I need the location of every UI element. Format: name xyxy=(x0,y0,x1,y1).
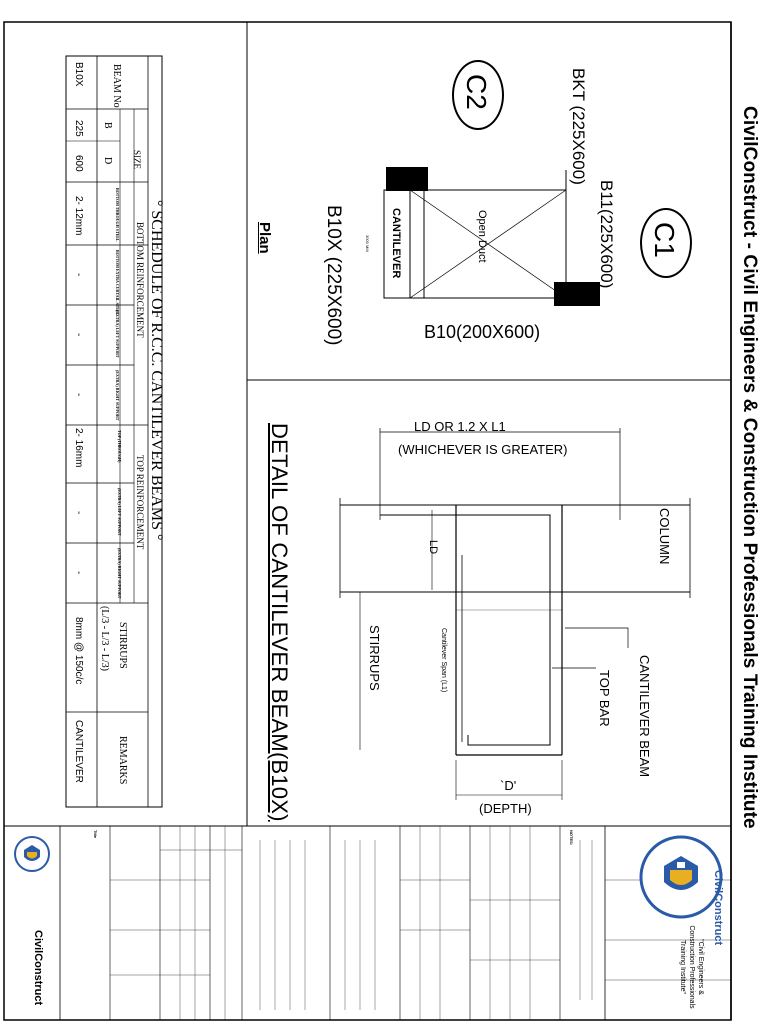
detail-heading: DETAIL OF CANTILEVER BEAM(B10X) xyxy=(267,423,292,822)
header-b: B xyxy=(102,122,113,129)
cell-stirrups: 8mm @ 150c/c xyxy=(73,617,84,685)
notes-label: NOTES: xyxy=(569,830,574,846)
beam-b10-label: B10(200X600) xyxy=(424,322,541,342)
header-remarks: REMARKS xyxy=(117,736,128,785)
stirrups-label: STIRRUPS xyxy=(367,625,382,691)
plan-dimension-text: 3000 MM xyxy=(365,235,370,252)
schedule-title: ° SCHEDULE OF R.C.C. CANTILEVER BEAMS ° xyxy=(148,200,165,541)
top-bar-label: TOP BAR xyxy=(597,670,612,727)
footer-logo-icon xyxy=(12,834,52,874)
open-duct-label: Open Duct xyxy=(476,210,488,263)
header-bottom-extra-left: (EXTRA) LEFT SUPPORT xyxy=(115,310,120,358)
header-top-extra-left: (EXTRA) LEFT SUPPORT xyxy=(117,488,122,536)
span-label: Cantilever Span (L1) xyxy=(440,628,447,693)
column-label: COLUMN xyxy=(657,508,672,565)
depth-label: (DEPTH) xyxy=(479,801,532,816)
cell-d: 600 xyxy=(73,155,84,172)
header-bottom-extra-right: (EXTRA) RIGHT SUPPORT xyxy=(115,370,120,421)
header-top-reinforcement: TOP REINFORCEMENT xyxy=(135,455,145,550)
cantilever-plan-label: CANTILEVER xyxy=(390,208,402,279)
beam-b10x-label: B10X (225X600) xyxy=(323,205,344,346)
sheet-title: CivilConstruct - Civil Engineers & Construction Professionals Training Institute xyxy=(739,106,760,829)
plan-heading: Plan xyxy=(256,222,273,254)
cell-top-right: - xyxy=(73,571,84,575)
cell-remarks: CANTILEVER xyxy=(73,720,84,783)
cell-bottom-right: - xyxy=(73,393,84,397)
header-bottom-through: BOTTOM THROUGH STEEL xyxy=(115,188,120,242)
cell-bottom-curtail: - xyxy=(73,273,84,277)
header-top-extra-right: (EXTRA) RIGHT SUPPORT xyxy=(117,548,122,599)
column-c2-label: C2 xyxy=(461,74,492,110)
cell-bottom-through: 2- 12mm xyxy=(73,196,84,236)
cell-b: 225 xyxy=(73,120,84,137)
whichever-note: (WHICHEVER IS GREATER) xyxy=(398,442,568,457)
header-stirrups: STIRRUPS xyxy=(117,622,128,669)
cell-top-through: 2- 16mm xyxy=(73,428,84,468)
header-top-through: TOP (THROUGH) xyxy=(117,430,122,463)
header-d: D xyxy=(102,157,113,165)
header-bottom-extra-curtail: BOTTOM EXTRA CURTAIL STEEL xyxy=(115,250,120,316)
d-label: `D' xyxy=(500,778,517,793)
beam-bkt-label: BKT (225X600) xyxy=(569,68,588,185)
header-beam-no: BEAM No xyxy=(111,64,122,108)
column-c1-label: C1 xyxy=(649,222,680,258)
title-label: Title xyxy=(93,830,98,839)
header-bottom-reinforcement: BOTTOM REINFORCEMENT xyxy=(135,222,145,338)
beam-b11-label: B11(225X600) xyxy=(597,180,616,289)
tagline: "Civil Engineers & Construction Professionals Training Institute" xyxy=(679,925,704,1009)
cell-top-left: - xyxy=(73,511,84,515)
ld-note: LD OR 1.2 X L1 xyxy=(414,419,506,434)
logo-text: CivilConstruct xyxy=(712,870,724,946)
cantilever-beam-label: CANTILEVER BEAM xyxy=(637,655,652,778)
cell-bottom-left: - xyxy=(73,333,84,337)
footer-name: CivilConstruct xyxy=(32,930,44,1006)
cell-beam-no: B10X xyxy=(73,62,84,87)
header-stirrups-sub: (L/3 - L/3 - L/3) xyxy=(99,606,110,671)
ld-label: LD xyxy=(427,540,439,555)
header-size: SIZE xyxy=(132,150,142,169)
